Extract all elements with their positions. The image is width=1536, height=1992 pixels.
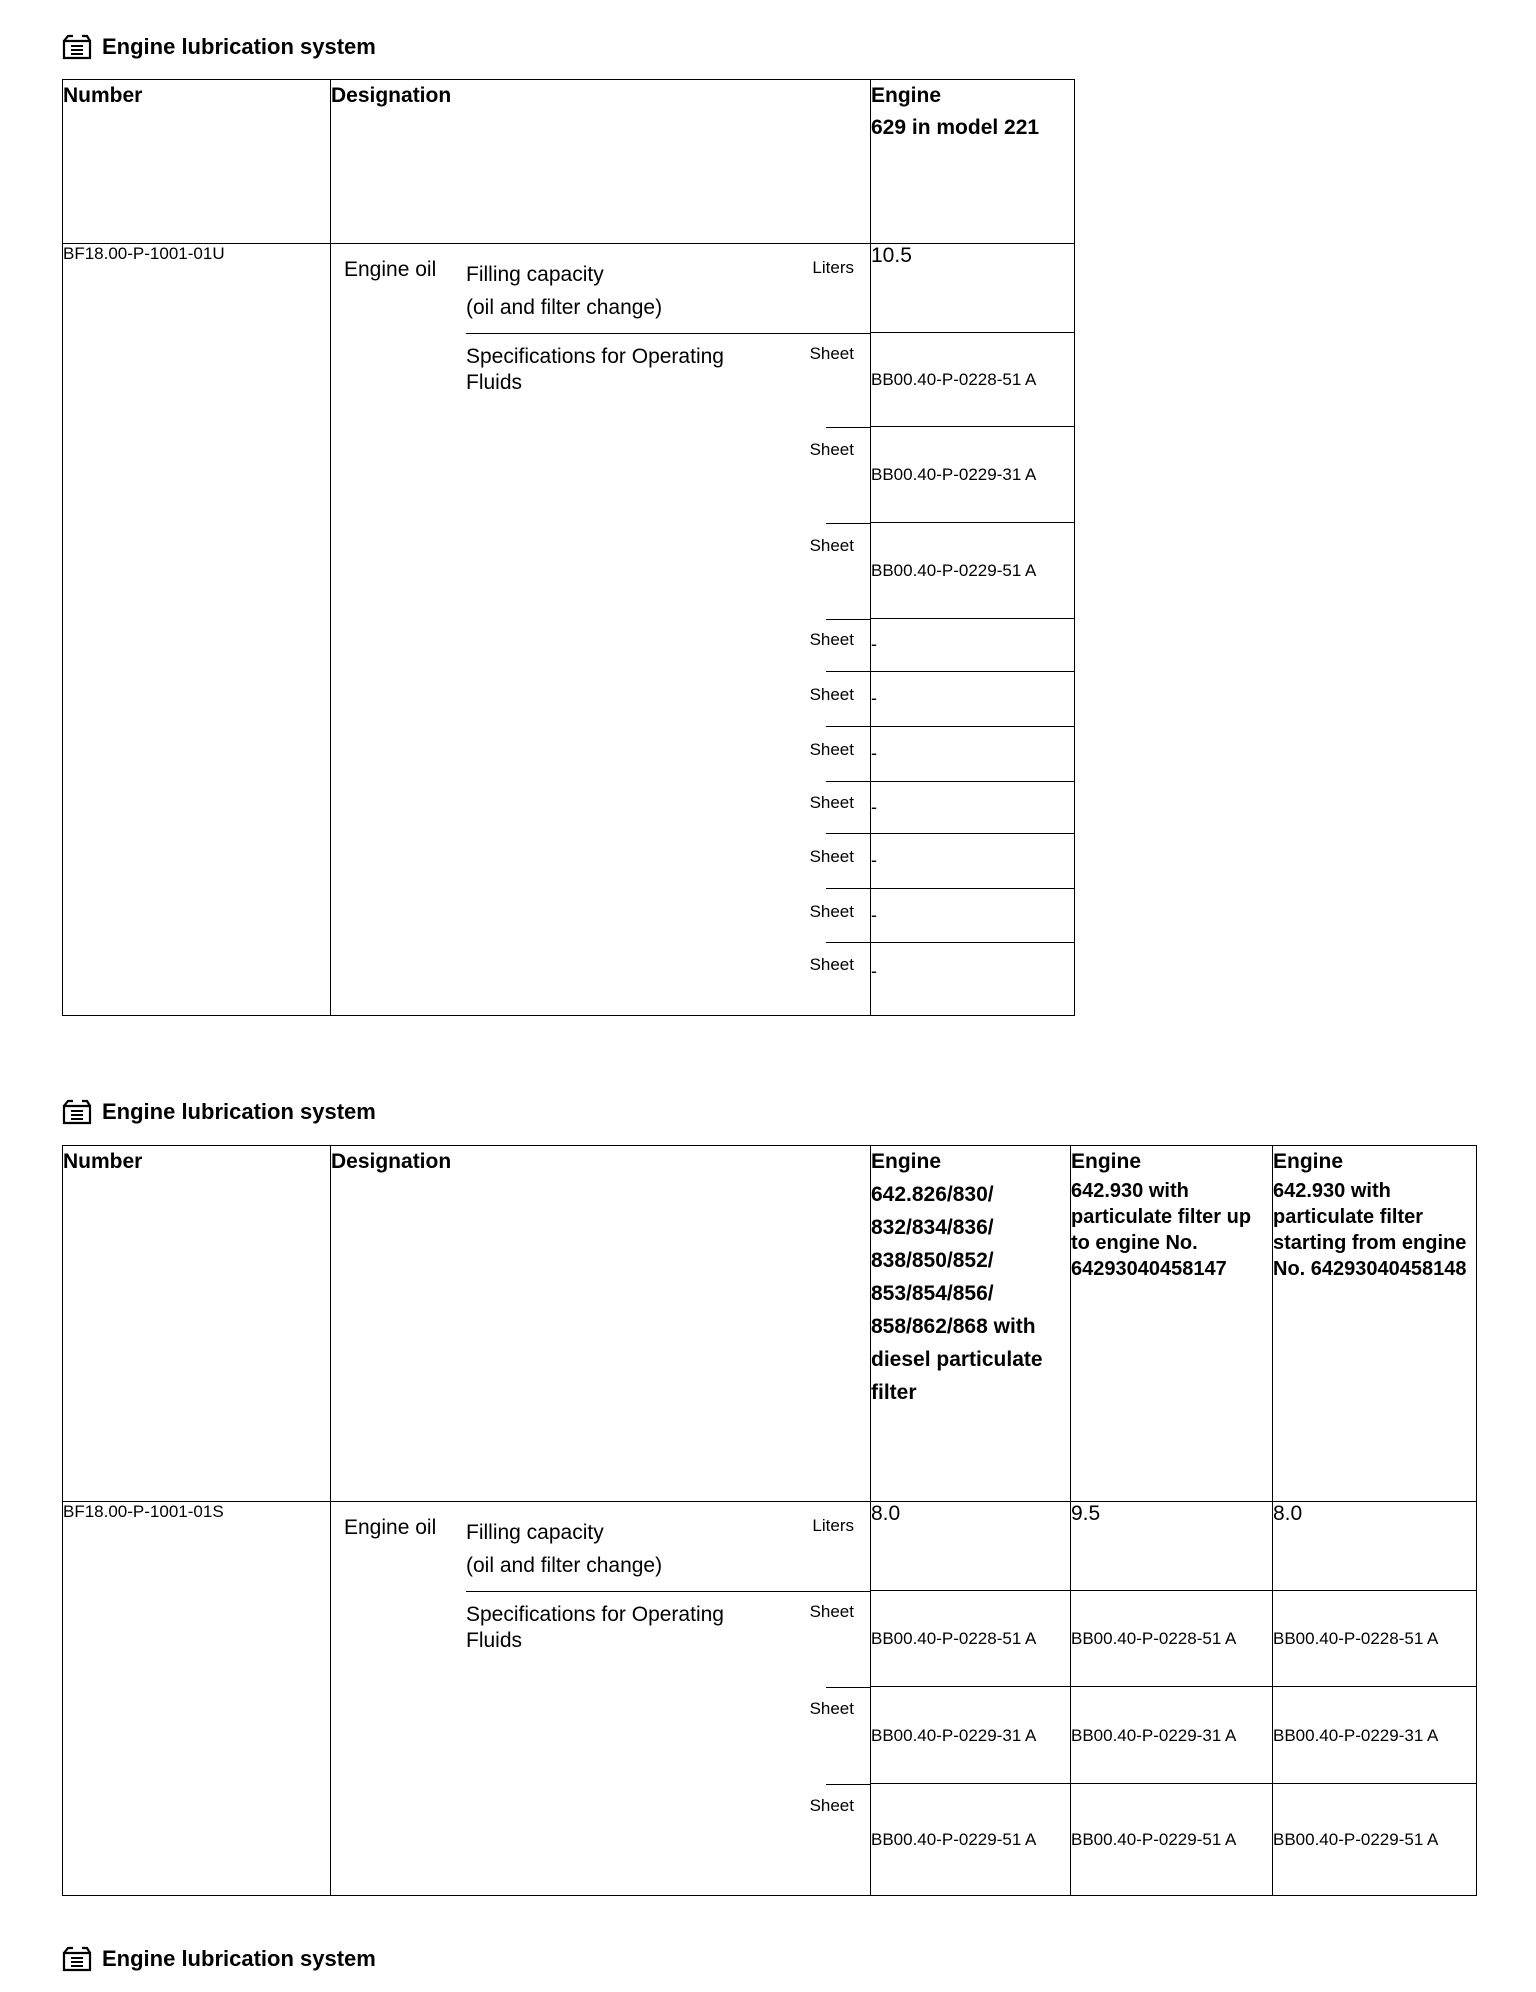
section-title [62, 1095, 376, 1129]
header-number: Number [63, 1146, 331, 1502]
engine-oil-label: Engine oil [344, 1516, 437, 1539]
specs-label: Specifications for Operating Fluids [466, 345, 724, 394]
divider [826, 726, 870, 727]
specs-label: Specifications for Operating Fluids [466, 1603, 724, 1652]
divider [826, 942, 870, 943]
capacity-value: 9.5 [1071, 1502, 1273, 1591]
engine-label: Engine [871, 1150, 942, 1173]
unit-sheet: Sheet [809, 440, 854, 459]
unit-sheet: Sheet [809, 955, 854, 974]
unit-sheet: Sheet [809, 630, 854, 649]
designation-cell [331, 244, 871, 1016]
unit-sheet: Sheet [809, 793, 854, 812]
designation-cell [331, 1502, 871, 1896]
unit-sheet: Sheet [809, 536, 854, 555]
filling-capacity-note: (oil and filter change) [466, 296, 663, 319]
engine-detail: 642.930 with particulate filter up to engine No. 64293040458147 [1071, 1180, 1252, 1280]
divider [826, 523, 870, 524]
sheet-value: BB00.40-P-0228-51 A [871, 1591, 1071, 1687]
unit-sheet: Sheet [809, 344, 854, 363]
sheet-value: BB00.40-P-0229-51 A [1273, 1784, 1477, 1896]
unit-sheet: Sheet [809, 1796, 854, 1815]
divider [466, 333, 870, 334]
unit-liters: Liters [812, 258, 854, 277]
sheet-value: - [871, 942, 1075, 1015]
engine-detail: 642.930 with particulate filter starting from engine No. 64293040458148 [1273, 1180, 1467, 1280]
header-designation: Designation [331, 80, 871, 244]
lubrication-table-2 [62, 1145, 1477, 1896]
unit-sheet: Sheet [809, 847, 854, 866]
divider [826, 833, 870, 834]
divider [466, 1591, 870, 1592]
section-title-text: Engine lubrication system [102, 1946, 376, 1971]
engine-label: Engine [871, 84, 942, 107]
divider [826, 888, 870, 889]
section-title [62, 1942, 376, 1976]
divider [826, 671, 870, 672]
sheet-value: - [871, 619, 1075, 671]
engine-detail: 629 in model 221 [871, 116, 1040, 139]
header-designation: Designation [331, 1146, 871, 1502]
filling-capacity-label [466, 1516, 662, 1582]
filling-capacity-label [466, 258, 662, 324]
engine-label: Engine [1071, 1150, 1142, 1173]
unit-sheet: Sheet [809, 902, 854, 921]
header-engine [871, 80, 1075, 244]
filling-capacity-text: Filling capacity [466, 1521, 604, 1544]
divider [826, 1687, 870, 1688]
sheet-value: BB00.40-P-0229-51 A [871, 523, 1075, 619]
fluid-container-icon [62, 1099, 92, 1125]
section-title-text: Engine lubrication system [102, 34, 376, 59]
divider [826, 619, 870, 620]
filling-capacity-text: Filling capacity [466, 263, 604, 286]
unit-sheet: Sheet [809, 685, 854, 704]
divider [826, 427, 870, 428]
unit-sheet: Sheet [809, 1602, 854, 1621]
row-number: BF18.00-P-1001-01U [63, 244, 331, 1016]
sheet-value: BB00.40-P-0228-51 A [1273, 1591, 1477, 1687]
sheet-value: - [871, 726, 1075, 781]
section-title-text: Engine lubrication system [102, 1099, 376, 1124]
unit-sheet: Sheet [809, 740, 854, 759]
sheet-value: BB00.40-P-0229-51 A [871, 1784, 1071, 1896]
unit-liters: Liters [812, 1516, 854, 1535]
sheet-value: - [871, 888, 1075, 942]
sheet-value: BB00.40-P-0229-31 A [1273, 1687, 1477, 1784]
divider [826, 1784, 870, 1785]
header-number: Number [63, 80, 331, 244]
capacity-value: 8.0 [1273, 1502, 1477, 1591]
sheet-value: BB00.40-P-0229-31 A [871, 1687, 1071, 1784]
unit-sheet: Sheet [809, 1699, 854, 1718]
fluid-container-icon [62, 1946, 92, 1972]
section-title [62, 30, 376, 64]
engine-label: Engine [1273, 1150, 1344, 1173]
header-engine [1071, 1146, 1273, 1502]
sheet-value: BB00.40-P-0228-51 A [1071, 1591, 1273, 1687]
lubrication-table-1 [62, 79, 1075, 1016]
fluid-container-icon [62, 34, 92, 60]
divider [826, 781, 870, 782]
engine-oil-label: Engine oil [344, 258, 437, 281]
sheet-value: BB00.40-P-0229-31 A [1071, 1687, 1273, 1784]
sheet-value: BB00.40-P-0229-51 A [1071, 1784, 1273, 1896]
sheet-value: - [871, 781, 1075, 833]
sheet-value: BB00.40-P-0229-31 A [871, 427, 1075, 523]
header-engine [1273, 1146, 1477, 1502]
filling-capacity-note: (oil and filter change) [466, 1554, 663, 1577]
capacity-value: 8.0 [871, 1502, 1071, 1591]
capacity-value: 10.5 [871, 244, 1075, 333]
sheet-value: - [871, 833, 1075, 888]
sheet-value: - [871, 671, 1075, 726]
row-number: BF18.00-P-1001-01S [63, 1502, 331, 1896]
engine-detail: 642.826/830/ 832/834/836/ 838/850/852/ 853/854/856/ 858/862/868 with diesel particulate filter [871, 1183, 1043, 1404]
header-engine [871, 1146, 1071, 1502]
sheet-value: BB00.40-P-0228-51 A [871, 333, 1075, 427]
